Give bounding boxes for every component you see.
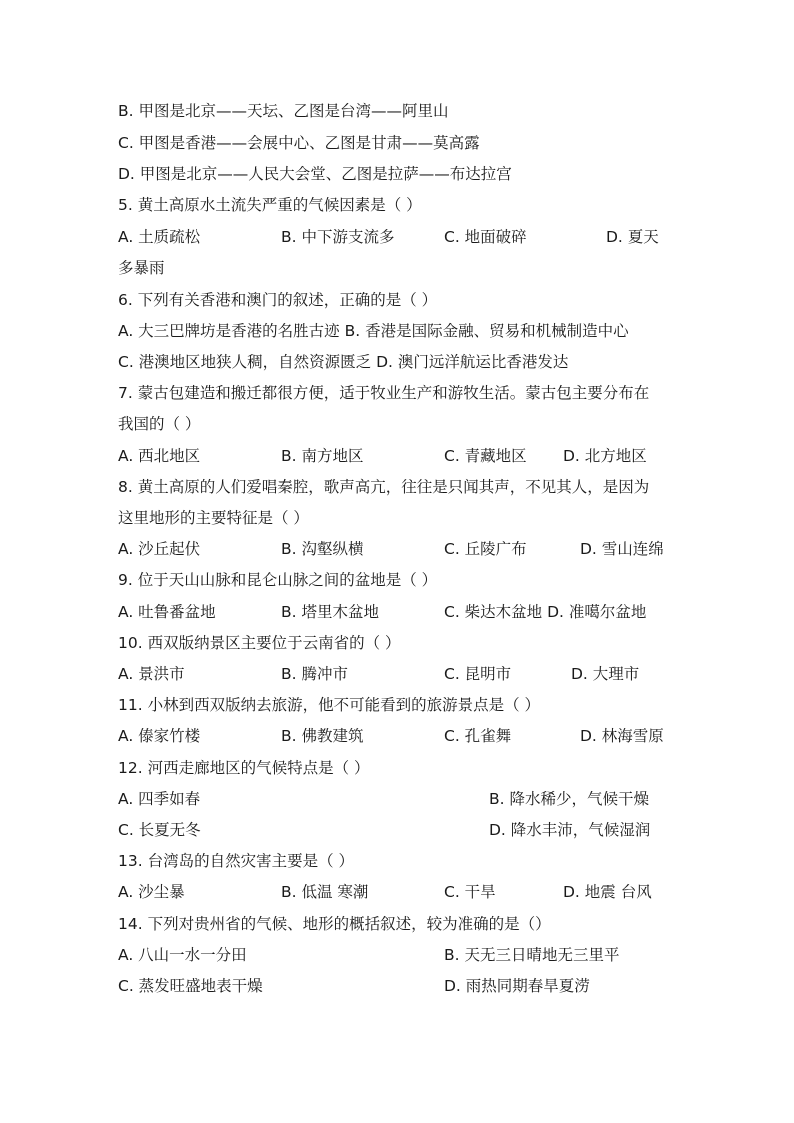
question-7: 7. 蒙古包建造和搬迁都很方便，适于牧业生产和游牧生活。蒙古包主要分布在 (118, 384, 650, 402)
option-d-continued: 多暴雨 (118, 259, 165, 277)
option-d: D. 大理市 (571, 665, 640, 683)
option-b: B. 天无三日晴地无三里平 (444, 946, 620, 964)
option-line: A. 大三巴牌坊是香港的名胜古迹 B. 香港是国际金融、贸易和机械制造中心 (118, 322, 629, 340)
option-d: D. 雨热同期春旱夏涝 (444, 977, 590, 995)
option-b: B. 降水稀少，气候干燥 (489, 790, 649, 808)
question-8: 8. 黄土高原的人们爱唱秦腔，歌声高亢，往往是只闻其声，不见其人，是因为 (118, 478, 650, 496)
option-d: D. 地震 台风 (563, 883, 652, 901)
option-a: A. 景洪市 (118, 665, 185, 683)
option-c: C. 蒸发旺盛地表干燥 (118, 977, 263, 995)
option-line: C. 港澳地区地狭人稠，自然资源匮乏 D. 澳门远洋航运比香港发达 (118, 353, 569, 371)
option-b: B. 腾冲市 (281, 665, 348, 683)
option-a: A. 沙尘暴 (118, 883, 185, 901)
question-11: 11. 小林到西双版纳去旅游，他不可能看到的旅游景点是（ ） (118, 696, 541, 714)
option-a: A. 八山一水一分田 (118, 946, 247, 964)
option-d: D. 降水丰沛，气候湿润 (489, 821, 651, 839)
option-b: B. 南方地区 (281, 447, 364, 465)
option-a: A. 四季如春 (118, 790, 201, 808)
option-c: C. 孔雀舞 (444, 727, 512, 745)
option-c: C. 长夏无冬 (118, 821, 201, 839)
option-a: A. 傣家竹楼 (118, 727, 201, 745)
option-b: B. 佛教建筑 (281, 727, 364, 745)
option-c: C. 干旱 (444, 883, 496, 901)
question-6: 6. 下列有关香港和澳门的叙述，正确的是（ ） (118, 291, 438, 309)
question-7-continued: 我国的（ ） (118, 415, 201, 433)
option-a: A. 吐鲁番盆地 (118, 603, 216, 621)
question-14: 14. 下列对贵州省的气候、地形的概括叙述，较为准确的是（） (118, 915, 551, 933)
option-d: D. 夏天 (606, 228, 659, 246)
option-line: B. 甲图是北京——天坛、乙图是台湾——阿里山 (118, 102, 449, 120)
option-c: C. 丘陵广布 (444, 540, 527, 558)
question-9: 9. 位于天山山脉和昆仑山脉之间的盆地是（ ） (118, 571, 438, 589)
option-c: C. 地面破碎 (444, 228, 527, 246)
option-b: B. 塔里木盆地 (281, 603, 379, 621)
option-c: C. 青藏地区 (444, 447, 527, 465)
question-8-continued: 这里地形的主要特征是（ ） (118, 509, 309, 527)
option-a: A. 西北地区 (118, 447, 201, 465)
question-5: 5. 黄土高原水土流失严重的气候因素是（ ） (118, 196, 422, 214)
option-d: D. 雪山连绵 (580, 540, 664, 558)
option-c-d: C. 柴达木盆地 D. 准噶尔盆地 (444, 603, 647, 621)
question-12: 12. 河西走廊地区的气候特点是（ ） (118, 759, 370, 777)
option-d: D. 北方地区 (563, 447, 647, 465)
option-line: D. 甲图是北京——人民大会堂、乙图是拉萨——布达拉宫 (118, 165, 512, 183)
option-b: B. 低温 寒潮 (281, 883, 369, 901)
option-a: A. 沙丘起伏 (118, 540, 201, 558)
question-10: 10. 西双版纳景区主要位于云南省的（ ） (118, 634, 401, 652)
option-line: C. 甲图是香港——会展中心、乙图是甘肃——莫高露 (118, 134, 480, 152)
option-b: B. 沟壑纵横 (281, 540, 364, 558)
option-c: C. 昆明市 (444, 665, 512, 683)
option-a: A. 土质疏松 (118, 228, 201, 246)
option-d: D. 林海雪原 (580, 727, 664, 745)
option-b: B. 中下游支流多 (281, 228, 395, 246)
question-13: 13. 台湾岛的自然灾害主要是（ ） (118, 852, 355, 870)
